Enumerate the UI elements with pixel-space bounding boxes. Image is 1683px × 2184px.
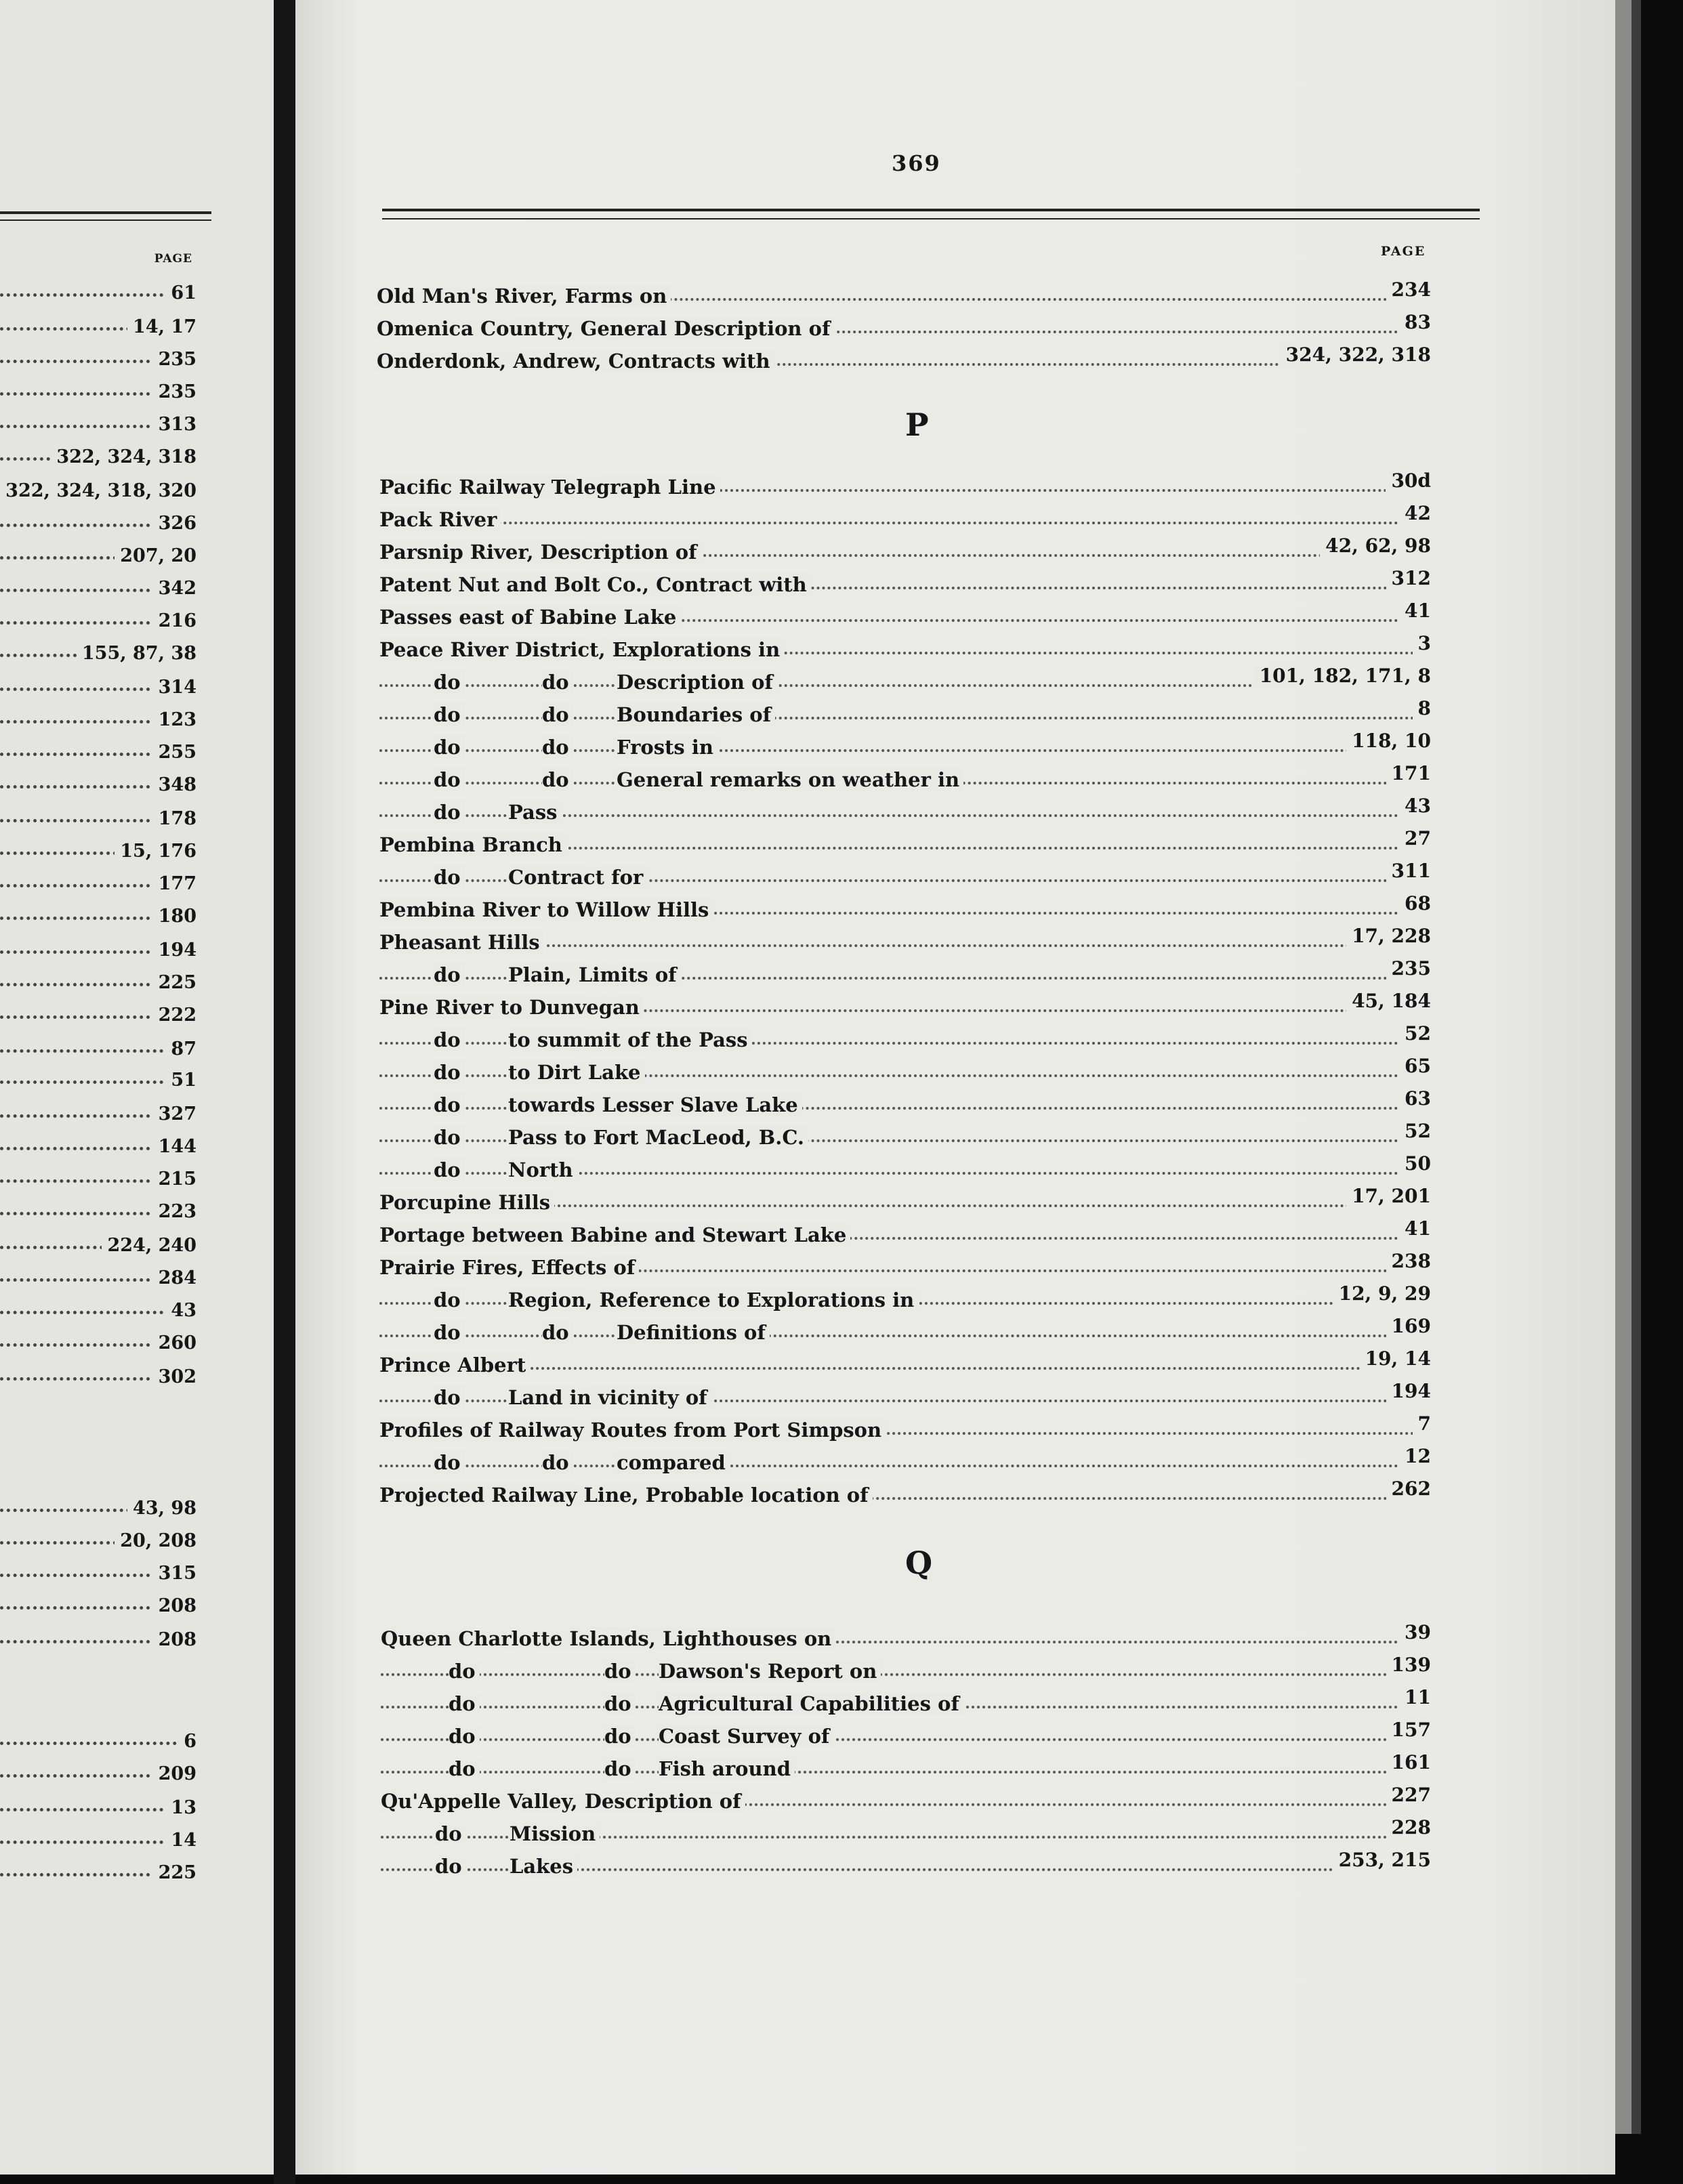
page-reference: 11 bbox=[1399, 1686, 1431, 1708]
page-reference: 52 bbox=[1399, 1120, 1431, 1142]
left-page-number: 43, 98 bbox=[127, 1498, 196, 1519]
entry-heading: Omenica Country, General Description of bbox=[377, 317, 834, 340]
section-letter-q: Q bbox=[905, 1545, 933, 1581]
header-rule bbox=[382, 209, 1480, 211]
index-entry bbox=[379, 597, 1431, 629]
index-entry bbox=[379, 565, 1431, 596]
page-reference: 169 bbox=[1386, 1315, 1431, 1337]
left-page-row bbox=[0, 637, 196, 664]
entry-heading: Prince Albert bbox=[379, 1353, 530, 1377]
entry-subheading: General remarks on weather in bbox=[617, 768, 963, 791]
ditto-mark: do bbox=[434, 963, 465, 986]
index-entry bbox=[379, 923, 1431, 954]
dot-leader bbox=[379, 1465, 1431, 1467]
ditto-mark: do bbox=[434, 801, 465, 824]
entry-subheading: Fish around bbox=[659, 1757, 795, 1780]
page-reference: 65 bbox=[1399, 1055, 1431, 1077]
entry-heading: Qu'Appelle Valley, Description of bbox=[381, 1790, 745, 1813]
left-page-rule bbox=[0, 211, 211, 214]
left-page-row bbox=[0, 1261, 196, 1288]
dot-leader bbox=[379, 749, 1431, 752]
left-page-row bbox=[0, 440, 196, 467]
left-page-number: 155, 87, 38 bbox=[77, 643, 196, 664]
left-page-number: 144 bbox=[153, 1136, 196, 1157]
left-page-row bbox=[0, 1162, 196, 1190]
left-page-row bbox=[0, 1326, 196, 1353]
book-gutter bbox=[274, 0, 295, 2184]
left-page-row bbox=[0, 1757, 196, 1784]
left-page-row bbox=[0, 604, 196, 631]
ditto-mark: do bbox=[434, 1093, 465, 1116]
page-reference: 157 bbox=[1386, 1719, 1431, 1741]
left-page-number: 284 bbox=[153, 1267, 196, 1288]
index-entry bbox=[379, 1280, 1431, 1311]
left-page-row bbox=[0, 276, 196, 303]
entry-subheading: Pass to Fort MacLeod, B.C. bbox=[508, 1126, 808, 1149]
entry-heading: Onderdonk, Andrew, Contracts with bbox=[377, 350, 774, 373]
page-reference: 12 bbox=[1399, 1445, 1431, 1467]
left-page-row bbox=[0, 1791, 196, 1818]
ditto-mark: do bbox=[434, 768, 465, 791]
page-reference: 68 bbox=[1399, 892, 1431, 915]
header-rule bbox=[382, 218, 1480, 219]
entry-heading: Porcupine Hills bbox=[379, 1191, 554, 1214]
left-page-number: 224, 240 bbox=[102, 1235, 196, 1256]
left-page-row bbox=[0, 310, 196, 337]
left-page-row bbox=[0, 1064, 196, 1091]
left-page-number: 207, 20 bbox=[115, 545, 196, 566]
entry-heading: Peace River District, Explorations in bbox=[379, 638, 784, 661]
index-entry bbox=[381, 1749, 1431, 1780]
index-entry bbox=[379, 1410, 1431, 1442]
left-page-number: 348 bbox=[153, 774, 196, 795]
left-page-number: 51 bbox=[165, 1070, 196, 1091]
left-page-number: 222 bbox=[153, 1005, 196, 1026]
index-entry bbox=[379, 1150, 1431, 1181]
left-page-row bbox=[0, 539, 196, 566]
page-reference: 194 bbox=[1386, 1380, 1431, 1402]
page-reference: 17, 201 bbox=[1346, 1185, 1431, 1207]
entry-subheading: Lakes bbox=[510, 1855, 577, 1878]
left-page-number: 302 bbox=[153, 1366, 196, 1387]
left-page-number: 180 bbox=[153, 906, 196, 927]
left-page-number: 260 bbox=[153, 1332, 196, 1353]
left-page-number: 43 bbox=[165, 1300, 196, 1321]
page-reference: 101, 182, 171, 8 bbox=[1254, 665, 1431, 687]
index-entry bbox=[379, 1085, 1431, 1116]
entry-subheading: Land in vicinity of bbox=[508, 1386, 711, 1409]
left-page-row bbox=[0, 572, 196, 599]
entry-subheading: Definitions of bbox=[617, 1321, 770, 1344]
left-page-row bbox=[0, 900, 196, 927]
page-reference: 227 bbox=[1386, 1784, 1431, 1806]
left-page-number: 326 bbox=[153, 513, 196, 534]
left-page-fragment bbox=[0, 0, 274, 2175]
ditto-mark: do bbox=[542, 1321, 573, 1344]
entry-subheading: compared bbox=[617, 1451, 730, 1474]
left-page-row bbox=[0, 1492, 196, 1519]
left-page-number: 208 bbox=[153, 1629, 196, 1650]
entry-subheading: Mission bbox=[510, 1822, 600, 1845]
ditto-mark: do bbox=[542, 1451, 573, 1474]
left-page-row bbox=[0, 802, 196, 829]
dot-leader bbox=[381, 1738, 1431, 1741]
left-page-row bbox=[0, 1294, 196, 1321]
left-page-row bbox=[0, 768, 196, 795]
entry-subheading: to Dirt Lake bbox=[508, 1061, 645, 1084]
index-entry bbox=[379, 1183, 1431, 1214]
index-entry bbox=[379, 825, 1431, 856]
left-page-number: 178 bbox=[153, 808, 196, 829]
page-reference: 42, 62, 98 bbox=[1320, 534, 1431, 557]
dot-leader bbox=[379, 1367, 1431, 1370]
index-entry bbox=[379, 1378, 1431, 1409]
page-reference: 41 bbox=[1399, 600, 1431, 622]
entry-heading: Pacific Railway Telegraph Line bbox=[379, 476, 720, 499]
page-reference: 312 bbox=[1386, 567, 1431, 589]
left-page-number: 13 bbox=[165, 1797, 196, 1818]
entry-heading: Profiles of Railway Routes from Port Simpson bbox=[379, 1419, 886, 1442]
left-page-number: 314 bbox=[153, 677, 196, 698]
page-reference: 41 bbox=[1399, 1217, 1431, 1240]
ditto-mark: do bbox=[604, 1692, 636, 1715]
ditto-mark: do bbox=[434, 1321, 465, 1344]
left-page-number: 194 bbox=[153, 940, 196, 961]
page-reference: 238 bbox=[1386, 1250, 1431, 1272]
entry-heading: Old Man's River, Farms on bbox=[377, 285, 671, 308]
left-page-row bbox=[0, 375, 196, 402]
page-reference: 17, 228 bbox=[1346, 925, 1431, 947]
page-reference: 83 bbox=[1399, 311, 1431, 333]
dot-leader bbox=[0, 1742, 196, 1745]
index-entry bbox=[381, 1684, 1431, 1715]
left-page-row bbox=[0, 671, 196, 698]
ditto-mark: do bbox=[434, 1451, 465, 1474]
dot-leader bbox=[379, 1335, 1431, 1337]
ditto-mark: do bbox=[449, 1725, 480, 1748]
ditto-mark: do bbox=[434, 1061, 465, 1084]
entry-subheading: Frosts in bbox=[617, 736, 718, 759]
page-reference: 30d bbox=[1386, 469, 1431, 492]
index-entry bbox=[379, 1313, 1431, 1344]
left-page-row bbox=[0, 408, 196, 435]
left-page-number: 225 bbox=[153, 1862, 196, 1883]
index-entry bbox=[379, 793, 1431, 824]
page-column-heading: PAGE bbox=[1381, 244, 1426, 259]
ditto-mark: do bbox=[434, 1288, 465, 1311]
page-reference: 228 bbox=[1386, 1816, 1431, 1839]
page-reference: 262 bbox=[1386, 1477, 1431, 1500]
left-page-number: 327 bbox=[153, 1104, 196, 1125]
left-page-row bbox=[0, 1524, 196, 1551]
index-entry bbox=[379, 1118, 1431, 1149]
left-page-row bbox=[0, 867, 196, 894]
index-entry bbox=[379, 760, 1431, 791]
left-page-number: 209 bbox=[153, 1763, 196, 1784]
ditto-mark: do bbox=[604, 1725, 636, 1748]
left-page-row bbox=[0, 933, 196, 961]
ditto-mark: do bbox=[435, 1855, 466, 1878]
index-entry bbox=[379, 1475, 1431, 1507]
left-page-row bbox=[0, 474, 196, 501]
index-entry bbox=[379, 728, 1431, 759]
left-page-number: 15, 176 bbox=[115, 841, 196, 862]
left-page-number: 342 bbox=[153, 578, 196, 599]
ditto-mark: do bbox=[604, 1757, 636, 1780]
ditto-mark: do bbox=[542, 671, 573, 694]
ditto-mark: do bbox=[449, 1660, 480, 1683]
page-reference: 253, 215 bbox=[1333, 1849, 1431, 1871]
ditto-mark: do bbox=[434, 736, 465, 759]
page-reference: 139 bbox=[1386, 1654, 1431, 1676]
left-page-number: 14, 17 bbox=[127, 316, 196, 337]
left-page-number: 61 bbox=[165, 282, 196, 303]
index-entry bbox=[379, 955, 1431, 986]
left-page-row bbox=[0, 1360, 196, 1387]
left-page-number: 177 bbox=[153, 873, 196, 894]
page-reference: 50 bbox=[1399, 1152, 1431, 1175]
index-entry bbox=[379, 988, 1431, 1019]
entry-heading: Pheasant Hills bbox=[379, 931, 544, 954]
left-page-row bbox=[0, 1725, 196, 1752]
left-page-row bbox=[0, 1130, 196, 1157]
left-page-row bbox=[0, 999, 196, 1026]
entry-subheading: to summit of the Pass bbox=[508, 1028, 752, 1051]
page-reference: 45, 184 bbox=[1346, 990, 1431, 1012]
entry-heading: Portage between Babine and Stewart Lake bbox=[379, 1223, 850, 1246]
entry-subheading: Pass bbox=[508, 801, 561, 824]
page-reference: 7 bbox=[1413, 1412, 1431, 1435]
entry-heading: Passes east of Babine Lake bbox=[379, 606, 680, 629]
page-reference: 39 bbox=[1399, 1621, 1431, 1643]
left-page-row bbox=[0, 1856, 196, 1883]
index-entry bbox=[381, 1814, 1431, 1845]
index-entry bbox=[379, 1215, 1431, 1246]
index-entry bbox=[379, 467, 1431, 499]
page-reference: 118, 10 bbox=[1346, 730, 1431, 752]
page-edge bbox=[1615, 0, 1683, 2184]
left-page-number: 87 bbox=[165, 1038, 196, 1059]
left-page-heading: PAGE bbox=[154, 252, 192, 266]
index-entry bbox=[379, 663, 1431, 694]
page-reference: 8 bbox=[1413, 697, 1431, 719]
entry-heading: Pembina Branch bbox=[379, 833, 566, 856]
left-page-number: 235 bbox=[153, 381, 196, 402]
page-reference: 12, 9, 29 bbox=[1333, 1282, 1431, 1305]
ditto-mark: do bbox=[434, 866, 465, 889]
page-reference: 27 bbox=[1399, 827, 1431, 849]
left-page-number: 123 bbox=[153, 709, 196, 730]
page-reference: 42 bbox=[1399, 502, 1431, 524]
dot-leader bbox=[379, 717, 1431, 719]
ditto-mark: do bbox=[604, 1660, 636, 1683]
dot-leader bbox=[379, 522, 1431, 524]
left-page-row bbox=[0, 343, 196, 370]
ditto-mark: do bbox=[542, 736, 573, 759]
ditto-mark: do bbox=[434, 703, 465, 726]
left-page-row bbox=[0, 1229, 196, 1256]
left-page-number: 20, 208 bbox=[115, 1530, 196, 1551]
left-page-number: 225 bbox=[153, 972, 196, 993]
page-reference: 235 bbox=[1386, 957, 1431, 980]
left-page-row bbox=[0, 1032, 196, 1059]
left-page-number: 215 bbox=[153, 1169, 196, 1190]
ditto-mark: do bbox=[542, 703, 573, 726]
left-page-rule bbox=[0, 219, 211, 221]
left-page-number: 216 bbox=[153, 610, 196, 631]
entry-heading: Parsnip River, Description of bbox=[379, 541, 701, 564]
left-page-row bbox=[0, 1589, 196, 1616]
index-entry bbox=[381, 1782, 1431, 1813]
entry-heading: Pack River bbox=[379, 508, 501, 531]
index-entry bbox=[377, 341, 1431, 373]
page-reference: 3 bbox=[1413, 632, 1431, 654]
entry-subheading: Agricultural Capabilities of bbox=[659, 1692, 963, 1715]
index-entry bbox=[379, 1443, 1431, 1474]
index-entry bbox=[381, 1619, 1431, 1650]
entry-subheading: towards Lesser Slave Lake bbox=[508, 1093, 802, 1116]
page-reference: 43 bbox=[1399, 795, 1431, 817]
page-reference: 234 bbox=[1386, 278, 1431, 301]
left-page-number: 322, 324, 318 bbox=[51, 446, 196, 467]
left-page-row bbox=[0, 1557, 196, 1584]
index-entry bbox=[377, 276, 1431, 308]
ditto-mark: do bbox=[434, 1028, 465, 1051]
index-entry bbox=[379, 500, 1431, 531]
left-page-number: 322, 324, 318, 320 bbox=[0, 480, 196, 501]
index-entry bbox=[379, 890, 1431, 921]
page-reference: 161 bbox=[1386, 1751, 1431, 1773]
left-page-row bbox=[0, 507, 196, 534]
entry-heading: Projected Railway Line, Probable location of bbox=[379, 1484, 873, 1507]
ditto-mark: do bbox=[434, 1158, 465, 1181]
entry-heading: Patent Nut and Bolt Co., Contract with bbox=[379, 573, 811, 596]
ditto-mark: do bbox=[434, 1386, 465, 1409]
left-page-row bbox=[0, 835, 196, 862]
left-page-number: 208 bbox=[153, 1595, 196, 1616]
entry-heading: Pine River to Dunvegan bbox=[379, 996, 644, 1019]
left-page-number: 6 bbox=[178, 1731, 196, 1752]
index-entry bbox=[381, 1717, 1431, 1748]
page-reference: 63 bbox=[1399, 1087, 1431, 1110]
entry-subheading: Coast Survey of bbox=[659, 1725, 833, 1748]
ditto-mark: do bbox=[542, 768, 573, 791]
left-page-row bbox=[0, 1097, 196, 1125]
entry-subheading: Description of bbox=[617, 671, 777, 694]
dot-leader bbox=[381, 1673, 1431, 1676]
index-entry bbox=[381, 1652, 1431, 1683]
page-reference: 171 bbox=[1386, 762, 1431, 784]
index-entry bbox=[377, 309, 1431, 340]
entry-subheading: Plain, Limits of bbox=[508, 963, 681, 986]
ditto-mark: do bbox=[449, 1692, 480, 1715]
left-page-row bbox=[0, 736, 196, 763]
ditto-mark: do bbox=[434, 671, 465, 694]
page-reference: 19, 14 bbox=[1360, 1347, 1431, 1370]
left-page-row bbox=[0, 966, 196, 993]
ditto-mark: do bbox=[435, 1822, 466, 1845]
index-entry bbox=[379, 1020, 1431, 1051]
left-page-number: 223 bbox=[153, 1201, 196, 1222]
index-entry bbox=[379, 1053, 1431, 1084]
section-letter-p: P bbox=[905, 406, 929, 443]
left-page-number: 235 bbox=[153, 349, 196, 370]
page-reference: 311 bbox=[1386, 860, 1431, 882]
index-entry bbox=[379, 858, 1431, 889]
index-entry bbox=[379, 1248, 1431, 1279]
left-page-row bbox=[0, 1195, 196, 1222]
left-page-row bbox=[0, 1824, 196, 1851]
left-page-number: 315 bbox=[153, 1563, 196, 1584]
entry-heading: Queen Charlotte Islands, Lighthouses on bbox=[381, 1627, 835, 1650]
left-page-row bbox=[0, 703, 196, 730]
left-page-row bbox=[0, 1623, 196, 1650]
ditto-mark: do bbox=[434, 1126, 465, 1149]
entry-subheading: Contract for bbox=[508, 866, 647, 889]
index-entry bbox=[379, 695, 1431, 726]
index-entry bbox=[381, 1847, 1431, 1878]
index-page bbox=[295, 0, 1615, 2175]
dot-leader bbox=[381, 1771, 1431, 1773]
left-page-number: 255 bbox=[153, 742, 196, 763]
index-entry bbox=[379, 630, 1431, 661]
index-entry bbox=[379, 1345, 1431, 1377]
left-page-number: 313 bbox=[153, 414, 196, 435]
page-reference: 324, 322, 318 bbox=[1281, 343, 1431, 366]
entry-subheading: Dawson's Report on bbox=[659, 1660, 881, 1683]
entry-subheading: Boundaries of bbox=[617, 703, 775, 726]
entry-heading: Prairie Fires, Effects of bbox=[379, 1256, 639, 1279]
left-page-number: 14 bbox=[165, 1830, 196, 1851]
page-reference: 52 bbox=[1399, 1022, 1431, 1045]
entry-heading: Pembina River to Willow Hills bbox=[379, 898, 713, 921]
entry-subheading: Region, Reference to Explorations in bbox=[508, 1288, 918, 1311]
index-entry bbox=[379, 532, 1431, 564]
ditto-mark: do bbox=[449, 1757, 480, 1780]
entry-subheading: North bbox=[508, 1158, 577, 1181]
page-number: 369 bbox=[892, 150, 941, 176]
